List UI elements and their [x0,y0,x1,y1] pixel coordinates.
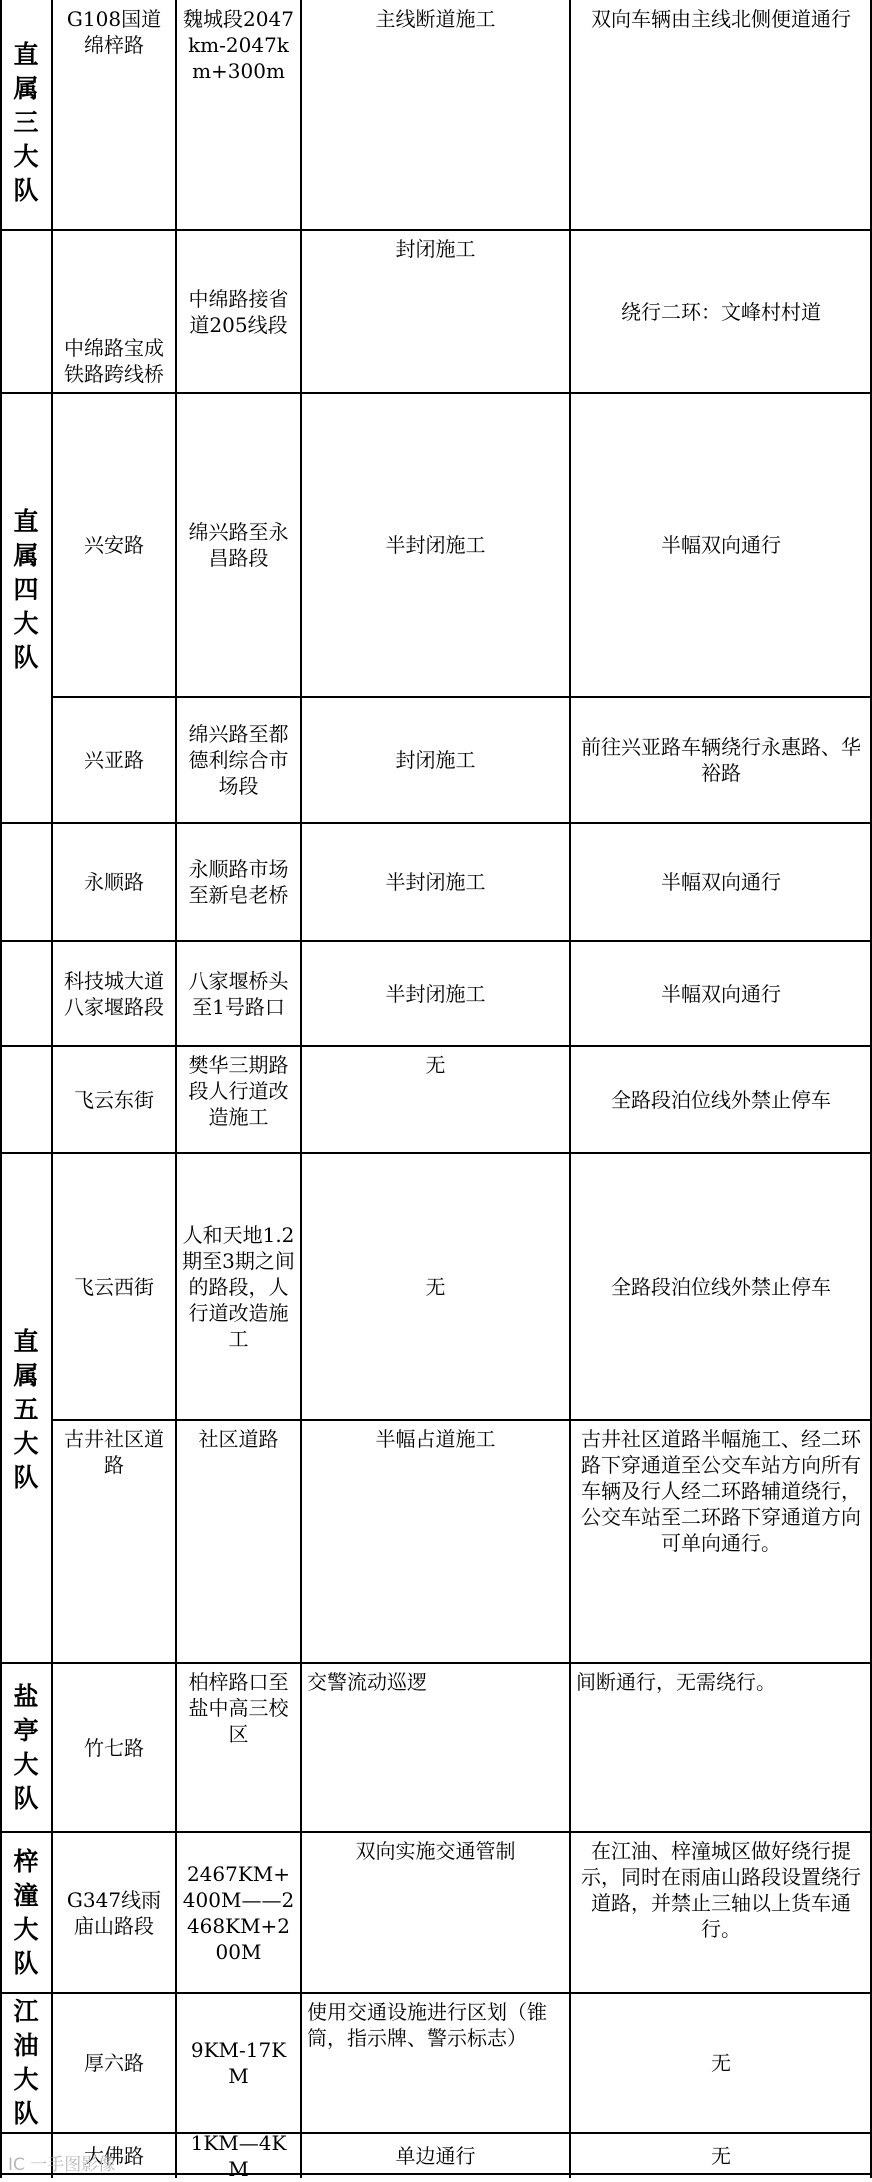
section-cell-text: 八家堰桥头至1号路口 [188,968,289,1019]
section-cell-text: 社区道路 [198,1427,279,1451]
detour-cell-text: 半幅双向通行 [661,870,781,894]
measure-cell [307,1420,564,1663]
measure-cell [307,1663,564,1832]
road-cell [58,1993,170,2133]
section-cell-text: 绵兴路至都德利综合市场段 [188,722,289,798]
detour-cell-text: 间断通行，无需绕行。 [576,1670,776,1694]
measure-cell-text: 半封闭施工 [385,870,486,894]
measure-cell-text: 无 [425,1274,446,1299]
measure-cell [307,1993,564,2133]
road-cell [58,230,170,393]
road-cell-text: 竹七路 [84,1735,144,1760]
road-cell-text: 兴安路 [84,533,144,557]
road-cell [58,1832,170,1993]
section-cell [182,1420,295,1663]
measure-cell [307,1046,564,1153]
measure-cell [307,941,564,1046]
section-cell [182,393,295,697]
team-cell: 江油大队 [13,1997,39,2128]
road-cell-text: 飞云东街 [74,1087,154,1112]
detour-cell [576,2133,866,2178]
team-cell: 直属四大队 [13,507,39,672]
section-cell [182,697,295,823]
measure-cell [307,697,564,823]
measure-cell [307,823,564,941]
road-cell [58,697,170,823]
measure-cell [307,230,564,393]
section-cell-text: 人和天地1.2期至3期之间的路段，人行道改造施工 [182,1222,295,1351]
detour-cell [576,393,866,697]
section-cell-text: 魏城段2047km-2047km+300m [183,7,294,83]
team-cell: 梓潼大队 [13,1846,39,1978]
road-cell-text: 大佛路 [84,2143,144,2168]
detour-cell [576,0,866,230]
detour-cell-text: 无 [711,2143,731,2168]
detour-cell-text: 双向车辆由主线北侧便道通行 [591,7,851,31]
detour-cell [576,230,866,393]
detour-cell-text: 全路段泊位线外禁止停车 [611,1274,831,1299]
section-cell [182,941,295,1046]
measure-cell [307,2133,564,2178]
measure-cell-text: 使用交通设施进行区划（锥筒，指示牌、警示标志） [307,2000,547,2050]
section-cell [182,1663,295,1832]
section-cell [182,2130,295,2181]
section-cell-text: 绵兴路至永昌路段 [188,520,289,570]
detour-cell [576,941,866,1046]
road-cell [58,1420,170,1663]
detour-cell-text: 无 [711,2051,731,2075]
section-cell [182,1153,295,1420]
measure-cell-text: 主线断道施工 [375,7,496,31]
road-cell-text: 永顺路 [84,870,144,894]
section-cell-text: 樊华三期路段人行道改造施工 [188,1053,289,1129]
section-cell [182,0,295,230]
road-cell-text: G108国道绵梓路 [66,7,162,57]
measure-cell [307,393,564,697]
detour-cell-text: 全路段泊位线外禁止停车 [611,1087,831,1112]
road-cell [58,941,170,1046]
detour-cell [576,1832,866,1993]
detour-cell-text: 半幅双向通行 [661,981,781,1006]
road-cell-text: 科技城大道八家堰路段 [64,968,164,1019]
section-cell [182,1046,295,1153]
road-cell [58,1153,170,1420]
road-cell [58,1046,170,1153]
section-cell-text: 柏梓路口至盐中高三校区 [188,1670,289,1746]
detour-cell-text: 绕行二环：文峰村村道 [621,299,821,324]
detour-cell-text: 古井社区道路半幅施工、经二环路下穿通道至公交车站方向所有车辆及行人经二环路辅道绕行，公交车站至二环路下穿通道方向可单向通行。 [581,1427,861,1555]
section-cell [182,1993,295,2133]
team-cell: 盐亭大队 [13,1681,39,1813]
detour-cell-text: 前往兴亚路车辆绕行永惠路、华裕路 [581,735,861,785]
measure-cell [307,1153,564,1420]
section-cell-text: 1KM—4KM [190,2130,287,2181]
measure-cell-text: 半幅占道施工 [375,1427,496,1451]
detour-cell [576,1420,866,1663]
detour-cell-text: 在江油、梓潼城区做好绕行提示，同时在雨庙山路段设置绕行道路，并禁止三轴以上货车通行。 [581,1839,861,1941]
detour-cell-text: 半幅双向通行 [661,533,781,557]
team-cell: 直属三大队 [13,40,39,205]
watermark: IC 一手图影像 [8,2155,116,2175]
measure-cell-text: 双向实施交通管制 [355,1839,516,1863]
measure-cell [307,0,564,230]
measure-cell [307,1832,564,1993]
road-cell-text: G347线雨庙山路段 [66,1887,162,1938]
detour-cell [576,1153,866,1420]
section-cell [182,230,295,393]
detour-cell [576,823,866,941]
road-cell [58,393,170,697]
road-cell-text: 古井社区道路 [64,1427,164,1477]
section-cell [182,823,295,941]
measure-cell-text: 半封闭施工 [385,981,486,1006]
section-cell-text: 永顺路市场至新皂老桥 [188,857,289,907]
detour-cell [576,1663,866,1832]
detour-cell [576,697,866,823]
measure-cell-text: 半封闭施工 [385,533,486,557]
section-cell-text: 中绵路接省道205线段 [188,286,289,337]
detour-cell [576,1993,866,2133]
road-cell [58,823,170,941]
road-cell-text: 中绵路宝成铁路跨线桥 [64,336,164,386]
measure-cell-text: 封闭施工 [395,748,476,772]
measure-cell-text: 单边通行 [395,2143,476,2168]
section-cell [182,1832,295,1993]
measure-cell-text: 无 [425,1053,446,1077]
road-cell-text: 兴亚路 [84,748,144,772]
measure-cell-text: 交警流动巡逻 [307,1670,427,1694]
detour-cell [576,1046,866,1153]
section-cell-text: 9KM-17KM [190,2038,287,2088]
team-cell: 直属五大队 [13,1327,39,1492]
section-cell-text: 2467KM+400M——2468KM+200M [182,1861,295,1964]
road-cell-text: 飞云西街 [74,1274,154,1299]
road-cell [58,1663,170,1832]
road-cell [58,0,170,230]
road-cell-text: 厚六路 [84,2051,144,2075]
measure-cell-text: 封闭施工 [395,237,476,261]
